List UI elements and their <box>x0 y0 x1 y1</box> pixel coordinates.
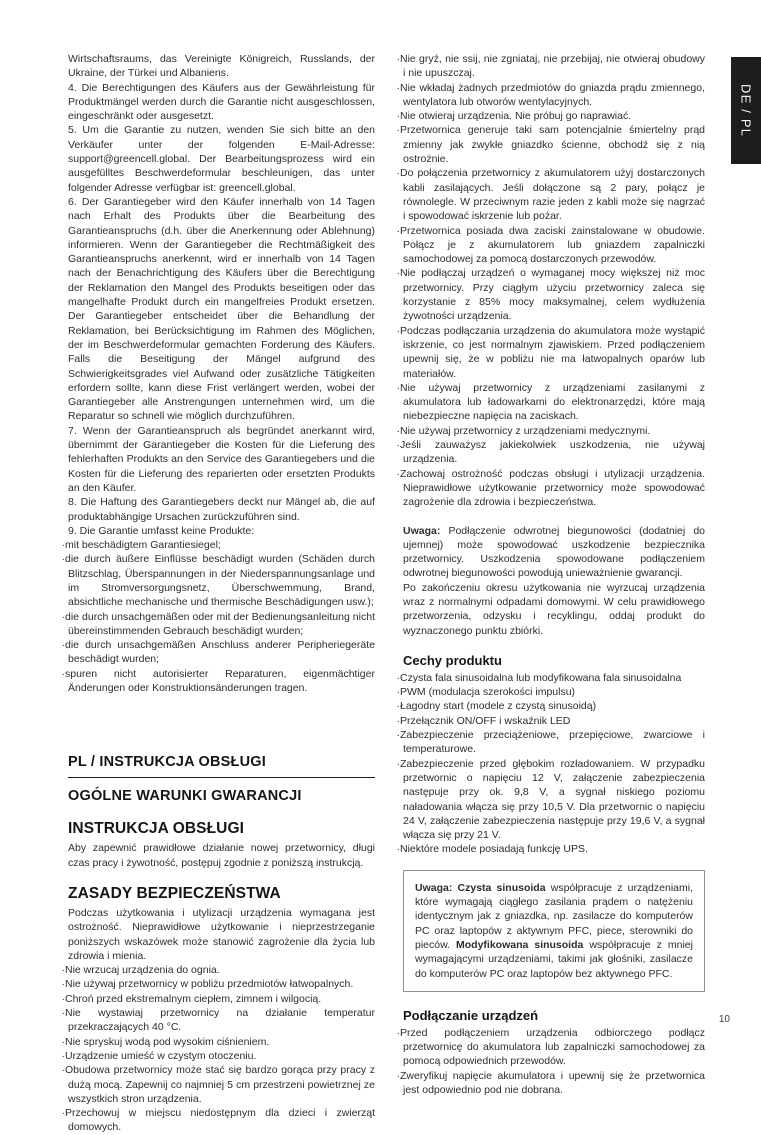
text-segment: Modyfikowana sinusoida <box>456 938 584 951</box>
page-content <box>65 52 705 1135</box>
safety-rule-item: · Nie podłączaj urządzeń o wymaganej mocy większej niż moc przetwornicy. Przy ciągłym użyciu przetwornicy zaleca się korzystanie z 85% mocy maksymalnej, celem wydłużenia żywotności urządzenia. <box>403 266 705 323</box>
safety-rule-item: · Zachowaj ostrożność podczas obsługi i utylizacji urządzenia. Nieprawidłowe użytkowanie przetwornicy może spowodować zagrożenie dla zdrowia i bezpieczeństwa. <box>403 467 705 510</box>
safety-rule-item: · Obudowa przetwornicy może stać się bardzo gorąca przy pracy z dużą mocą. Zapewnij co najmniej 5 cm przestrzeni powietrznej ze wszystkich stron urządzenia. <box>68 1063 375 1106</box>
warranty-exclusion-item: · mit beschädigtem Garantiesiegel; <box>68 538 375 552</box>
section-title-connecting-devices: Podłączanie urządzeń <box>403 1007 539 1023</box>
text-segment: współpracuje z mniej wymagającymi urządzeniami, takimi jak głośniki, zasilacze do komputerów PC oraz laptopów bez aktywnego PFC. <box>415 938 693 980</box>
feature-item: · Łagodny start (modele z czystą sinusoidą) <box>403 699 705 713</box>
safety-rule-item: · Nie używaj przetwornicy z urządzeniami medycznymi. <box>403 424 705 438</box>
safety-rule-item: · Nie wrzucaj urządzenia do ognia. <box>68 963 375 977</box>
connecting-rules-list <box>400 1026 705 1097</box>
warranty-exclusions-list <box>65 538 375 695</box>
safety-rule-item: · Nie spryskuj wodą pod wysokim ciśnieniem. <box>68 1035 375 1049</box>
safety-intro-paragraph: Podczas użytkowania i utylizacji urządzenia wymagana jest ostrożność. Nieprawidłowe użytkowanie i nieprzestrzeganie poniższych wskazówek może stanowić zagrożenie dla życia lub zdrowia i mienia. <box>68 906 375 962</box>
disposal-paragraph: Po zakończeniu okresu użytkowania nie wyrzucaj urządzenia wraz z normalnymi odpadami domowymi. W celu prawidłowego przetworzenia, odzysku i recyklingu, oddaj produkt do wyznaczonego punktu zbiórki. <box>403 581 705 637</box>
safety-rule-item: · Nie wkładaj żadnych przedmiotów do gniazda prądu zmiennego, wentylatora lub otworów wentylacyjnych. <box>403 81 705 110</box>
section-title-warranty-conditions: OGÓLNE WARUNKI GWARANCJI <box>68 788 302 805</box>
text-segment: współpracuje z urządzeniami, które wymagają ciągłego zasilania prądem o natężeniu identycznym jak z gniazdka, np. zasilacze do komputerów PC oraz laptopów z aktywnym PFC, piece, sterowniki do pieców. <box>415 881 693 951</box>
column-left <box>65 52 375 1135</box>
warranty-exclusion-item: · spuren nicht autorisierter Reparaturen, eigenmächtiger Änderungen oder Konstruktionsänderungen tragen. <box>68 667 375 696</box>
feature-item: · Niektóre modele posiadają funkcję UPS. <box>403 842 705 856</box>
polarity-warning-paragraph <box>403 524 705 581</box>
connecting-rule-item: · Zweryfikuj napięcie akumulatora i upewnij się że przetwornica jest odpowiednio pod nie dobrana. <box>403 1069 705 1098</box>
warranty-paragraph: 8. Die Haftung des Garantiegebers deckt nur Mängel ab, die auf produktabhängige Ursachen zurückzuführen sind. <box>68 496 375 523</box>
safety-rules-list-left <box>65 963 375 1135</box>
feature-item: · Czysta fala sinusoidalna lub modyfikowana fala sinusoidalna <box>403 671 705 685</box>
safety-rule-item: · Urządzenie umieść w czystym otoczeniu. <box>68 1049 375 1063</box>
section-title-manual: INSTRUKCJA OBSŁUGI <box>68 820 245 838</box>
safety-rules-list-right <box>400 52 705 510</box>
warranty-exclusion-item: · die durch unsachgemäßen oder mit der Bedienungsanleitung nicht übereinstimmenden Gebrauch beschädigt wurden; <box>68 610 375 639</box>
warranty-paragraph: 5. Um die Garantie zu nutzen, wenden Sie sich bitte an den Verkäufer unter der folgenden E-Mail-Adresse: support@greencell.global. Der Bearbeitungsprozess wird ein ausgefülltes Beschwerdeformular beschleunigen, das unter folgender Adresse verfügbar ist: greencell.global. <box>68 124 375 194</box>
safety-rule-item: · Nie gryź, nie ssij, nie zgniataj, nie przebijaj, nie otwieraj obudowy i nie upuszczaj. <box>403 52 705 81</box>
warranty-paragraphs <box>68 52 375 538</box>
safety-rule-item: · Do połączenia przetwornicy z akumulatorem użyj dostarczonych kabli zasilających. Jeśli dołączone są 2 pary, połącz je równolegle. W przeciwnym razie jeden z kabli może się nagrzać i spowodować iskrzenie lub pożar. <box>403 166 705 223</box>
warranty-exclusion-item: · die durch äußere Einflüsse beschädigt wurden (Schäden durch Blitzschlag, Überspannungen in der Niederspannungsanlage und im Stromversorgungsnetz, Überschwemmung, Brand, absichtliche mechanische und thermische Beschädigungen usw.); <box>68 552 375 609</box>
safety-rule-item: · Podczas podłączania urządzenia do akumulatora może wystąpić iskrzenie, co jest normalnym zjawiskiem. Przed podłączeniem upewnij się, że w pobliżu nie ma łatwopalnych oparów lub materiałów. <box>403 324 705 381</box>
safety-rule-item: · Nie otwieraj urządzenia. Nie próbuj go naprawiać. <box>403 109 705 123</box>
warranty-paragraph: 4. Die Berechtigungen des Käufers aus der Gewährleistung für Produktmängel werden durch die Garantie nicht ausgeschlossen, eingeschränkt oder ausgesetzt. <box>68 81 375 123</box>
text-segment: Uwaga: <box>403 524 441 537</box>
feature-item: · Przełącznik ON/OFF i wskaźnik LED <box>403 714 705 728</box>
manual-intro-paragraph: Aby zapewnić prawidłowe działanie nowej przetwornicy, długi czas pracy i żywotność, postępuj zgodnie z poniższą instrukcją. <box>68 842 375 869</box>
connecting-rule-item: · Przed podłączeniem urządzenia odbiorczego podłącz przetwornicę do akumulatora lub zapalniczki samochodowej za pomocą odpowiednich przewodów. <box>403 1026 705 1069</box>
section-title-pl-manual: PL / INSTRUKCJA OBSŁUGI <box>68 753 375 778</box>
warranty-paragraph: 6. Der Garantiegeber wird den Käufer innerhalb von 14 Tagen nach Erhalt des Produkts über die Bearbeitung des Garantieanspruchs (d.h. über die Anerkennung oder Ablehnung) informieren. Wenn der Garantiegeber die Rechtmäßigkeit des Garantieanspruchs anerkennt, wird er innerhalb von 14 Tagen nach der Benachrichtigung des Käufers über die Berechtigung der Reklamation den Mangel des Produkts beseitigen oder das mangelhafte Produkt durch ein mangelfreies Produkt ersetzen. Der Garantiegeber entscheidet über die Behandlung der Reklamation, bei Berücksichtigung im Rahmen des Möglichen, der im Beschwerdeformular gemachten Forderung des Käufers. Falls die Beseitigung der Mängel aufgrund des Schwierigkeitsgrades viel Aufwand oder zusätzliche Tätigkeiten erfordern sollte, kann diese Frist verlängert werden, wobei der Garantiegeber alle Anstrengungen unternehmen wird, um die Reparatur so schnell wie möglich durchzuführen. <box>68 195 375 423</box>
feature-item: · PWM (modulacja szerokości impulsu) <box>403 685 705 699</box>
safety-rule-item: · Nie używaj przetwornicy z urządzeniami zasilanymi z akumulatora lub ładowarkami do elektronarzędzi, które mają niebezpieczne napięcia na zaciskach. <box>403 381 705 424</box>
safety-rule-item: · Chroń przed ekstremalnym ciepłem, zimnem i wilgocią. <box>68 992 375 1006</box>
column-right <box>400 52 705 1135</box>
warranty-paragraph: 7. Wenn der Garantieanspruch als begründet anerkannt wird, übernimmt der Garantiegeber die Kosten für die Lieferung des fehlerhaften Produkts an den Service des Garantiegebers und die Kosten für die Lieferung des reparierten oder ersetzten Produkts an den Käufer. <box>68 424 375 494</box>
sine-wave-note-box <box>403 870 705 992</box>
safety-rule-item: · Przetwornica generuje taki sam potencjalnie śmiertelny prąd zmienny jak zwykłe gniazdko ścienne, obchodź się z nią ostrożnie. <box>403 123 705 166</box>
warranty-exclusion-item: · die durch unsachgemäßen Anschluss anderer Peripheriegeräte beschädigt wurden; <box>68 638 375 667</box>
safety-rule-item: · Jeśli zauważysz jakiekolwiek uszkodzenia, nie używaj urządzenia. <box>403 438 705 467</box>
safety-rule-item: · Przetwornica posiada dwa zaciski zainstalowane w obudowie. Połącz je z akumulatorem lub gniazdem zapalniczki samochodowej za pomocą dostarczonych przewodów. <box>403 224 705 267</box>
feature-item: · Zabezpieczenie przeciążeniowe, przepięciowe, zwarciowe i temperaturowe. <box>403 728 705 757</box>
feature-item: · Zabezpieczenie przed głębokim rozładowaniem. W przypadku przetwornic o napięciu 12 V, załączenie zabezpieczenia następuje przy ok. 9,8 V, a sygnał niskiego poziomu naładowania włącza się przy 10,5 V. Dla przetwornic o napięciu 24 V, załączenie zabezpieczenia następuje przy 19,6 V, a sygnał włącza się przy 21 V. <box>403 757 705 843</box>
features-list <box>400 671 705 857</box>
section-title-safety: ZASADY BEZPIECZEŃSTWA <box>68 884 281 902</box>
warranty-paragraph: 9. Die Garantie umfasst keine Produkte: <box>68 524 255 537</box>
text-segment: Podłączenie odwrotnej biegunowości (dodatniej do ujemnej) może spowodować uszkodzenie bezpiecznika przetwornicy. Uszkodzenia spowodowane podłączeniem odwrotnej biegunowości powodują unieważnienie gwarancji. <box>403 524 705 580</box>
section-title-features: Cechy produktu <box>403 652 502 668</box>
warranty-paragraph: Wirtschaftsraums, das Vereinigte Königreich, Russlands, der Ukraine, der Türkei und Albaniens. <box>68 53 375 80</box>
page-number: 10 <box>718 1014 730 1025</box>
safety-rule-item: · Nie wystawiaj przetwornicy na działanie temperatur przekraczających 40 °C. <box>68 1006 375 1035</box>
text-segment: Uwaga: Czysta sinusoida <box>415 881 546 894</box>
safety-rule-item: · Przechowuj w miejscu niedostępnym dla dzieci i zwierząt domowych. <box>68 1106 375 1135</box>
language-side-tab: DE / PL <box>731 57 761 164</box>
safety-rule-item: · Nie używaj przetwornicy w pobliżu przedmiotów łatwopalnych. <box>68 977 375 991</box>
